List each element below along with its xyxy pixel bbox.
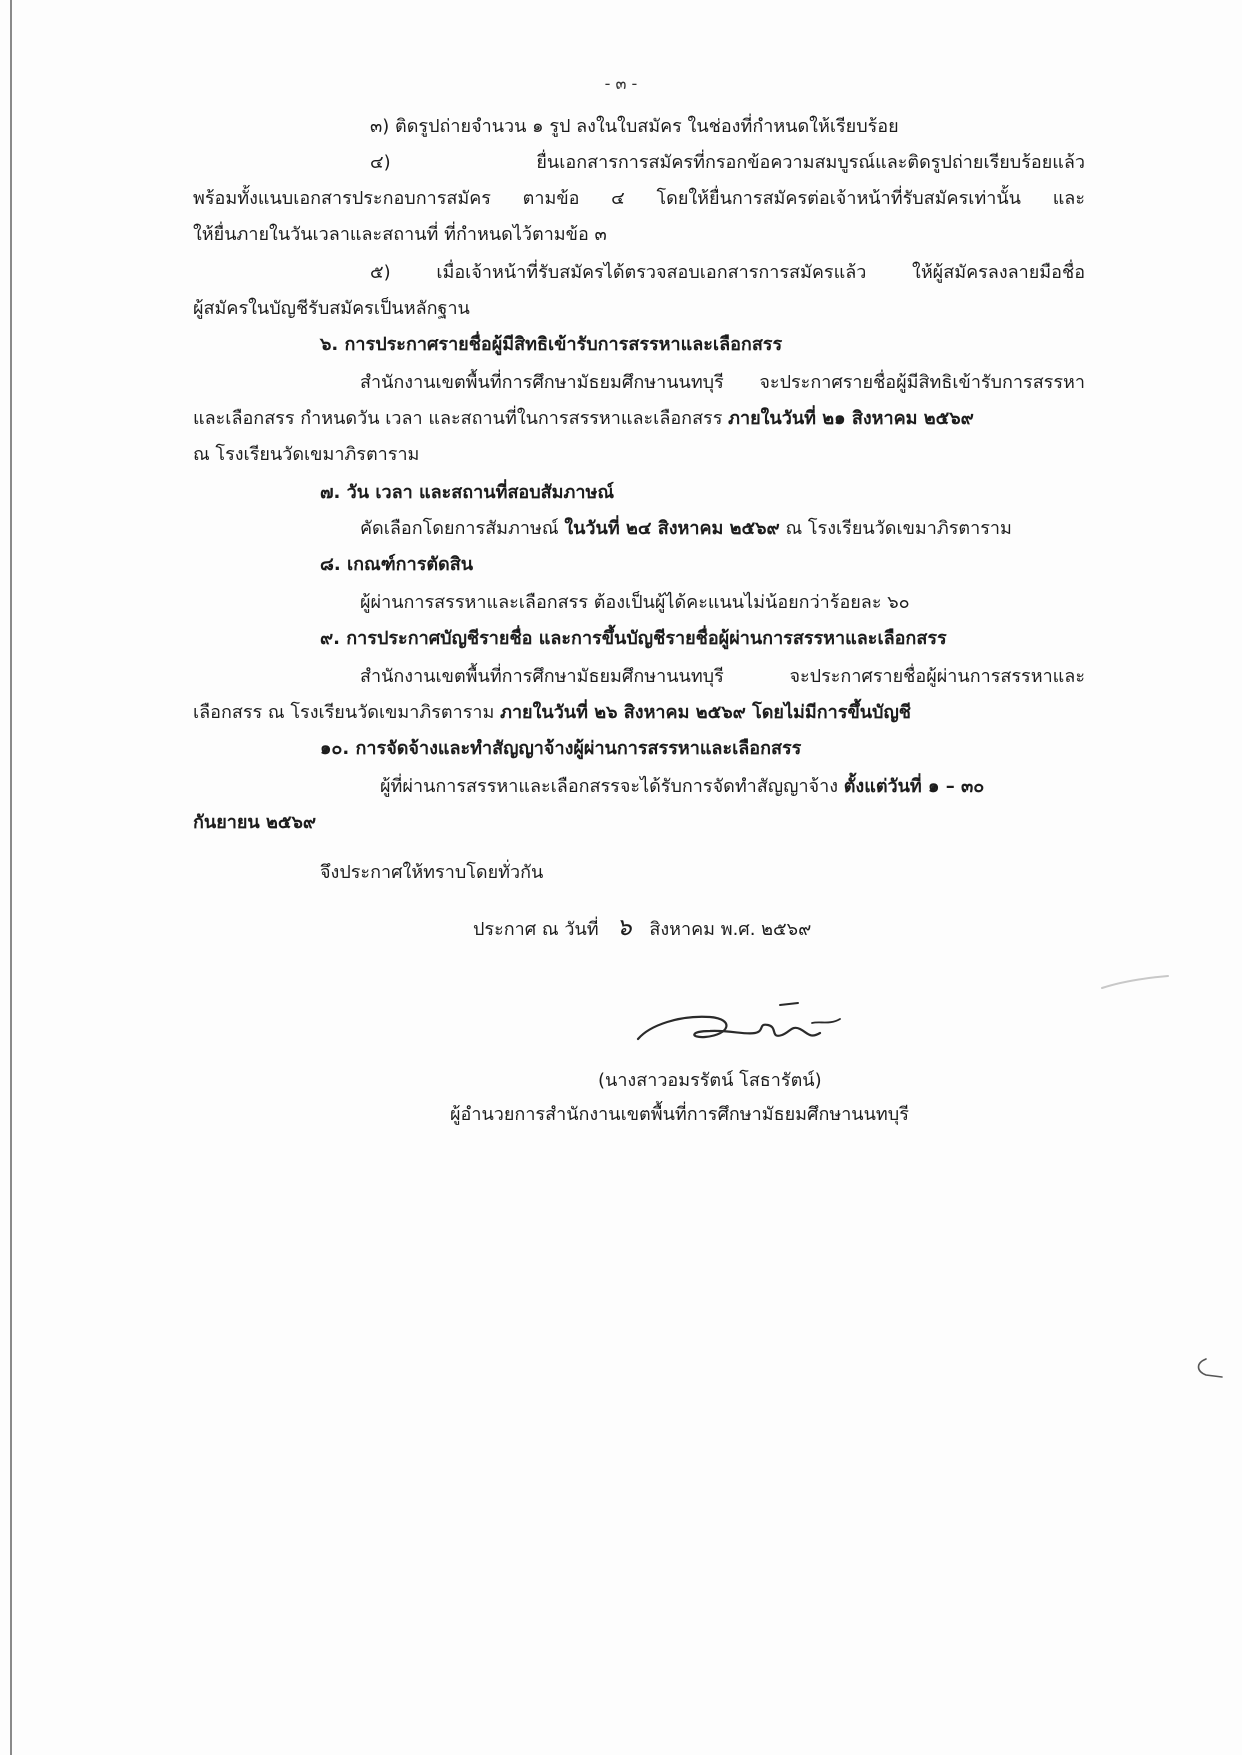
- closing-statement: จึงประกาศให้ทราบโดยทั่วกัน: [320, 862, 544, 883]
- section-6-line2-text: และเลือกสรร กำหนดวัน เวลา และสถานที่ในการสรรหาและเลือกสรร: [193, 408, 729, 429]
- item-4-line2: พร้อมทั้งแนบเอกสารประกอบการสมัคร ตามข้อ ๔ โดยให้ยื่นการสมัครต่อเจ้าหน้าที่รับสมัครเท่านั้น และ: [193, 188, 1085, 209]
- section-10-line1: [380, 770, 984, 804]
- announce-date: [473, 910, 811, 947]
- section-9-heading: ๙. การประกาศบัญชีรายชื่อ และการขึ้นบัญชีรายชื่อผู้ผ่านการสรรหาและเลือกสรร: [320, 628, 947, 649]
- section-8-heading: ๘. เกณฑ์การตัดสิน: [320, 554, 474, 575]
- signatory-name: (นางสาวอมรรัตน์ โสธารัตน์): [598, 1070, 822, 1091]
- margin-mark: [1192, 1355, 1232, 1385]
- section-10-text: ผู้ที่ผ่านการสรรหาและเลือกสรรจะได้รับการจัดทำสัญญาจ้าง: [380, 776, 844, 797]
- section-6-line2: [193, 402, 974, 436]
- section-6-line1: สำนักงานเขตพื้นที่การศึกษามัธยมศึกษานนทบุรี จะประกาศรายชื่อผู้มีสิทธิเข้ารับการสรรหา: [360, 372, 1085, 393]
- item-5-line1: ๕) เมื่อเจ้าหน้าที่รับสมัครได้ตรวจสอบเอกสารการสมัครแล้ว ให้ผู้สมัครลงลายมือชื่อ: [370, 262, 1085, 283]
- section-7-text: คัดเลือกโดยการสัมภาษณ์: [360, 518, 565, 539]
- section-9-line1: สำนักงานเขตพื้นที่การศึกษามัธยมศึกษานนทบุรี จะประกาศรายชื่อผู้ผ่านการสรรหาและ: [360, 666, 1085, 687]
- signatory-position: ผู้อำนวยการสำนักงานเขตพื้นที่การศึกษามัธยมศึกษานนทบุรี: [450, 1104, 909, 1125]
- section-7-heading: ๗. วัน เวลา และสถานที่สอบสัมภาษณ์: [320, 482, 615, 503]
- section-7-line1: [360, 512, 1012, 546]
- section-10-date-range: ตั้งแต่วันที่ ๑ – ๓๐: [843, 776, 985, 797]
- announce-day-handwritten: ๖: [616, 913, 632, 941]
- item-4-line3: ให้ยื่นภายในวันเวลาและสถานที่ ที่กำหนดไว้ตามข้อ ๓: [193, 224, 607, 245]
- section-7-place: ณ โรงเรียนวัดเขมาภิรตาราม: [779, 518, 1012, 539]
- section-9-line2: [193, 696, 911, 730]
- section-10-heading: ๑๐. การจัดจ้างและทำสัญญาจ้างผู้ผ่านการสรรหาและเลือกสรร: [320, 738, 802, 759]
- section-9-text: เลือกสรร ณ โรงเรียนวัดเขมาภิรตาราม: [193, 702, 501, 723]
- stray-pen-mark: [1100, 972, 1170, 992]
- page-edge-line: [10, 0, 12, 1755]
- item-3-photo: ๓) ติดรูปถ่ายจำนวน ๑ รูป ลงในใบสมัคร ในช่องที่กำหนดให้เรียบร้อย: [370, 116, 899, 137]
- section-6-date: ภายในวันที่ ๒๑ สิงหาคม ๒๕๖๙: [728, 408, 974, 429]
- section-8-line1: ผู้ผ่านการสรรหาและเลือกสรร ต้องเป็นผู้ได้คะแนนไม่น้อยกว่าร้อยละ ๖๐: [360, 592, 910, 613]
- section-6-heading: ๖. การประกาศรายชื่อผู้มีสิทธิเข้ารับการสรรหาและเลือกสรร: [320, 334, 783, 355]
- page-number: - ๓ -: [604, 74, 638, 93]
- section-10-line2: กันยายน ๒๕๖๙: [193, 812, 317, 833]
- section-7-date: ในวันที่ ๒๔ สิงหาคม ๒๕๖๙: [564, 518, 780, 539]
- announce-prefix: ประกาศ ณ วันที่: [473, 919, 599, 940]
- announce-month-year: สิงหาคม พ.ศ. ๒๕๖๙: [649, 919, 812, 940]
- signature-mark: [630, 995, 850, 1055]
- section-9-date: ภายในวันที่ ๒๖ สิงหาคม ๒๕๖๙ โดยไม่มีการขึ้นบัญชี: [500, 702, 912, 723]
- item-5-line2: ผู้สมัครในบัญชีรับสมัครเป็นหลักฐาน: [193, 298, 470, 319]
- section-6-line3: ณ โรงเรียนวัดเขมาภิรตาราม: [193, 444, 420, 465]
- item-4-line1: ๔) ยื่นเอกสารการสมัครที่กรอกข้อความสมบูรณ์และติดรูปถ่ายเรียบร้อยแล้ว: [370, 152, 1085, 173]
